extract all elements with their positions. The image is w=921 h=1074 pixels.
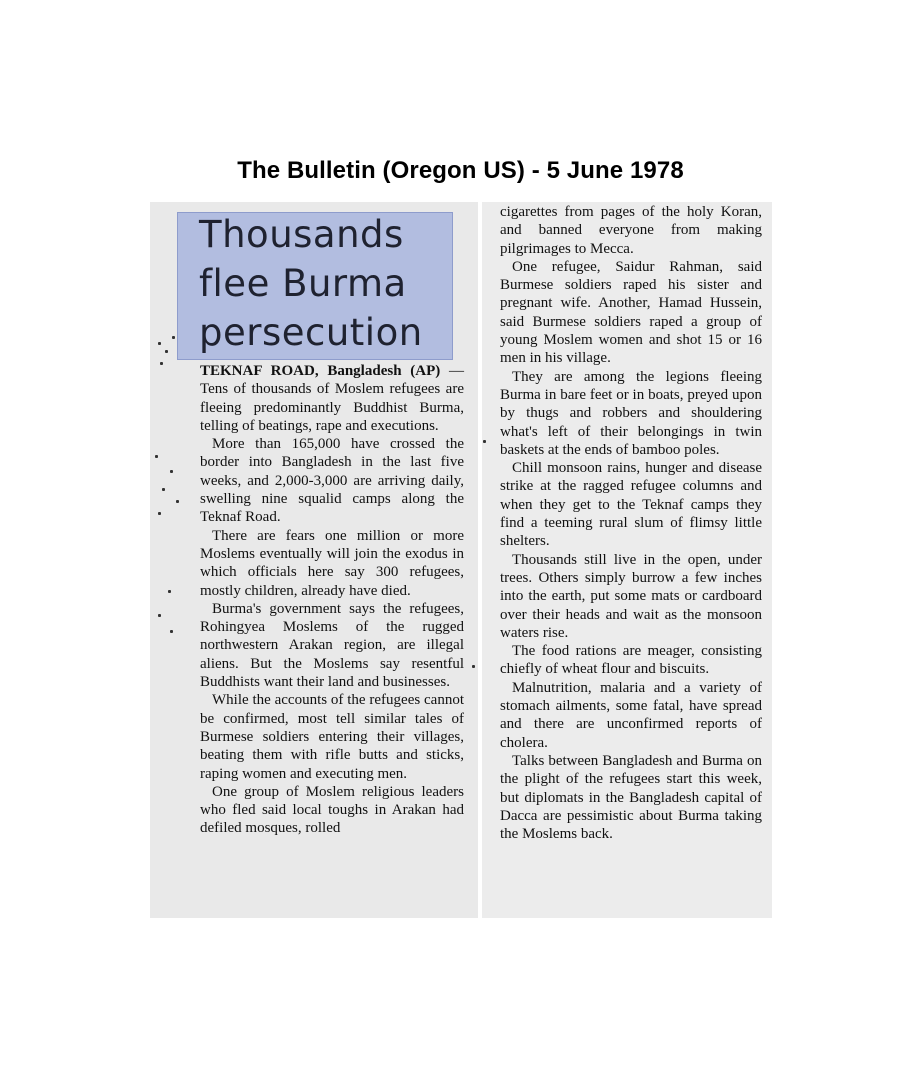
scan-speck bbox=[170, 630, 173, 633]
scan-speck bbox=[162, 488, 165, 491]
scan-speck bbox=[483, 440, 486, 443]
article-right-column bbox=[500, 203, 762, 843]
scan-speck bbox=[158, 512, 161, 515]
dateline: TEKNAF ROAD, Bangladesh (AP) bbox=[200, 363, 441, 379]
scan-speck bbox=[472, 665, 475, 668]
scan-speck bbox=[158, 342, 161, 345]
headline-line-2: flee Burma bbox=[199, 262, 407, 305]
paragraph: Burma's government says the refugees, Rohingyea Moslems of the rugged northwestern Arakan region, are illegal aliens. But the Moslems say resentful Buddhists want their land and businesses. bbox=[200, 600, 464, 691]
scan-speck bbox=[176, 500, 179, 503]
paragraph: cigarettes from pages of the holy Koran, and banned everyone from making pilgrimages to Mecca. bbox=[500, 204, 762, 257]
paragraph: One group of Moslem religious leaders who fled said local toughs in Arakan had defiled mosques, rolled bbox=[200, 783, 464, 837]
paragraph: More than 165,000 have crossed the border into Bangladesh in the last five weeks, and 2,000-3,000 are arriving daily, swelling nine squalid camps along the Teknaf Road. bbox=[200, 436, 464, 526]
scan-speck bbox=[160, 362, 163, 365]
headline-line-3: persecution bbox=[199, 311, 423, 354]
lead-paragraph bbox=[200, 362, 464, 435]
paragraph: The food rations are meager, consisting chiefly of wheat flour and biscuits. bbox=[500, 643, 762, 678]
scan-speck bbox=[155, 455, 158, 458]
scan-speck bbox=[165, 350, 168, 353]
paragraph: There are fears one million or more Moslems eventually will join the exodus in which officials here say 300 refugees, mostly children, already have died. bbox=[200, 527, 464, 599]
paragraph: Thousands still live in the open, under trees. Others simply burrow a few inches into the earth, put some mats or cardboard over their heads and wait as the monsoon waters rise. bbox=[500, 551, 762, 641]
scan-speck bbox=[170, 470, 173, 473]
scan-speck bbox=[158, 614, 161, 617]
paragraph: Talks between Bangladesh and Burma on the plight of the refugees start this week, but diplomats in the Bangladesh capital of Dacca are pessimistic about Burma taking the Moslems back. bbox=[500, 752, 762, 843]
paragraph: While the accounts of the refugees cannot be confirmed, most tell similar tales of Burmese soldiers entering their villages, beating them with rifle butts and sticks, raping women and executing men. bbox=[200, 692, 464, 782]
scan-speck bbox=[172, 336, 175, 339]
paragraph: — Tens of thousands of Moslem refugees are fleeing predominantly Buddhist Burma, telling of beatings, rape and executions. bbox=[200, 363, 465, 434]
headline-line-1: Thousands bbox=[199, 213, 404, 256]
paragraph: Chill monsoon rains, hunger and disease strike at the ragged refugee columns and when they get to the Teknaf camps they find a teeming rural slum of flimsy little shelters. bbox=[500, 460, 762, 550]
scan-speck bbox=[168, 590, 171, 593]
page-caption: The Bulletin (Oregon US) - 5 June 1978 bbox=[237, 157, 684, 184]
paragraph: One refugee, Saidur Rahman, said Burmese soldiers raped his sister and pregnant wife. Another, Hamad Hussein, said Burmese soldiers raped a group of young Moslem women and shot 15 or 16 men in his village. bbox=[500, 258, 762, 367]
paragraph: Malnutrition, malaria and a variety of stomach ailments, some fatal, have spread and there are unconfirmed reports of cholera. bbox=[500, 679, 762, 751]
paragraph: They are among the legions fleeing Burma in bare feet or in boats, preyed upon by thugs and robbers and shouldering what's left of their belongings in twin baskets at the ends of bamboo poles. bbox=[500, 368, 762, 458]
article-left-column bbox=[200, 362, 464, 838]
